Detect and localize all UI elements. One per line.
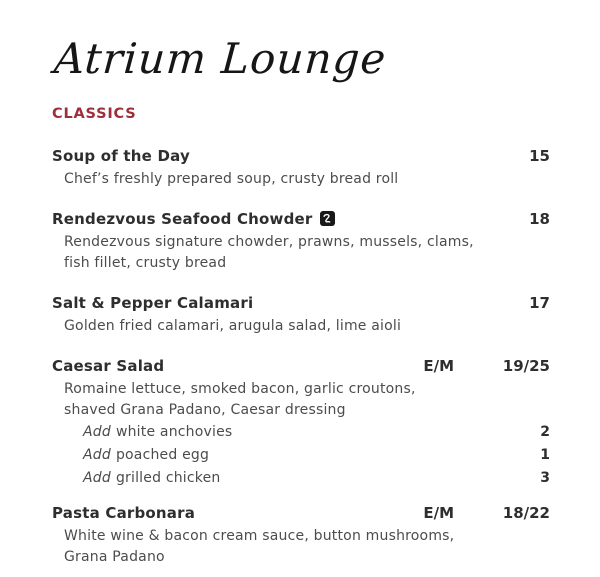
addon-name: poached egg <box>115 447 210 463</box>
description-line: White wine & bacon cream sauce, button mushrooms, <box>64 528 455 544</box>
item-name: Pasta Carbonara <box>52 504 196 522</box>
description-line: Chef’s freshly prepared soup, crusty bread roll <box>64 171 399 187</box>
item-name: Caesar Salad <box>52 357 165 375</box>
addon-row-poached-egg <box>83 444 550 467</box>
item-name: Salt & Pepper Calamari <box>52 294 254 312</box>
item-description <box>52 232 550 274</box>
description-line: fish fillet, crusty bread <box>64 255 227 271</box>
menu-item-salt-pepper-calamari <box>52 294 550 337</box>
description-line: Rendezvous signature chowder, prawns, mussels, clams, <box>64 234 474 250</box>
item-header <box>52 294 550 313</box>
item-header <box>52 147 550 166</box>
item-description <box>52 169 550 190</box>
addon-label <box>83 421 490 444</box>
signature-dish-icon <box>320 211 335 226</box>
menu-item-rendezvous-seafood-chowder <box>52 210 550 274</box>
item-header <box>52 504 550 523</box>
item-header <box>52 210 550 229</box>
addon-list <box>52 421 550 490</box>
item-name-text: Rendezvous Seafood Chowder <box>52 210 313 228</box>
addon-label <box>83 444 490 467</box>
menu-item-caesar-salad <box>52 357 550 490</box>
item-name: Soup of the Day <box>52 147 190 165</box>
description-line: Romaine lettuce, smoked bacon, garlic croutons, <box>64 381 416 397</box>
addon-row-white-anchovies <box>83 421 550 444</box>
addon-name: white anchovies <box>115 424 233 440</box>
item-price: 18 <box>529 210 550 228</box>
addon-prefix: Add <box>83 470 111 486</box>
item-price: 19/25 <box>502 357 550 375</box>
item-description <box>52 379 550 421</box>
addon-name: grilled chicken <box>115 470 221 486</box>
addon-label <box>83 467 490 490</box>
restaurant-title: Atrium Lounge <box>52 34 389 83</box>
menu-item-pasta-carbonara <box>52 504 550 568</box>
menu-item-soup-of-the-day <box>52 147 550 190</box>
addon-price: 2 <box>540 424 550 440</box>
item-price: 18/22 <box>502 504 550 522</box>
description-line: Grana Padano <box>64 549 165 565</box>
item-description <box>52 316 550 337</box>
item-price: 15 <box>529 147 550 165</box>
size-label: E/M <box>423 504 454 522</box>
addon-row-grilled-chicken <box>83 467 550 490</box>
description-line: Golden fried calamari, arugula salad, lime aioli <box>64 318 402 334</box>
addon-prefix: Add <box>83 447 111 463</box>
addon-prefix: Add <box>83 424 111 440</box>
item-price: 17 <box>529 294 550 312</box>
size-label: E/M <box>423 357 454 375</box>
item-description <box>52 526 550 568</box>
section-heading-classics: CLASSICS <box>52 106 137 122</box>
addon-price: 1 <box>540 447 550 463</box>
addon-price: 3 <box>540 470 550 486</box>
item-name <box>52 210 490 229</box>
description-line: shaved Grana Padano, Caesar dressing <box>64 402 346 418</box>
item-header <box>52 357 550 376</box>
